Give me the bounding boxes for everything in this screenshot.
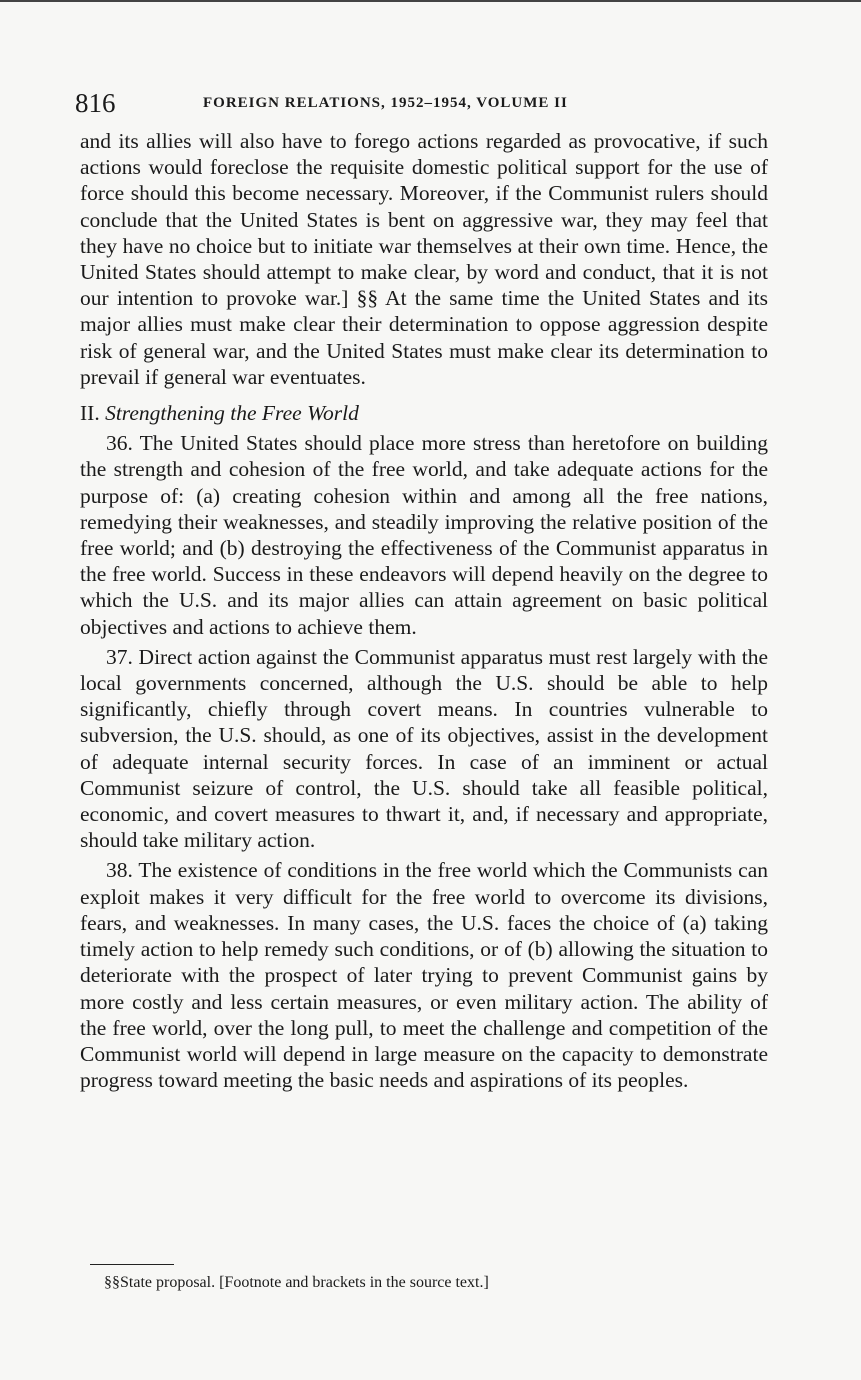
top-edge-rule bbox=[0, 0, 861, 2]
section-title: Strengthening the Free World bbox=[105, 401, 359, 426]
section-heading bbox=[80, 400, 768, 426]
page-number: 816 bbox=[75, 88, 116, 118]
footnote: §§State proposal. [Footnote and brackets in the source text.] bbox=[104, 1274, 489, 1291]
running-head: FOREIGN RELATIONS, 1952–1954, VOLUME II bbox=[203, 95, 568, 111]
paragraph-37: 37. Direct action against the Communist apparatus must rest largely with the local governments concerned, although the U.S. should be able to help significantly, chiefly through covert means. In countries vulnerable to subversion, the U.S. should, as one of its objectives, assist in the development of adequate internal security forces. In case of an imminent or actual Communist seizure of control, the U.S. should take all feasible political, economic, and covert measures to thwart it, and, if necessary and appropriate, should take military action. bbox=[80, 644, 768, 853]
paragraph-38: 38. The existence of conditions in the free world which the Communists can exploit makes it very difficult for the free world to overcome its divisions, fears, and weaknesses. In many cases, the U.S. faces the choice of (a) taking timely action to help remedy such conditions, or of (b) allowing the situation to deteriorate with the prospect of later trying to prevent Communist gains by more costly and less certain measures, or even military action. The ability of the free world, over the long pull, to meet the challenge and competition of the Communist world will depend in large measure on the capacity to demonstrate progress toward meeting the basic needs and aspirations of its peoples. bbox=[80, 858, 768, 1093]
paragraph-36: 36. The United States should place more stress than heretofore on building the strength and cohesion of the free world, and take adequate actions for the purpose of: (a) creating cohesion within and among all the free nations, remedying their weaknesses, and steadily improving the relative position of the free world; and (b) destroying the effectiveness of the Communist apparatus in the free world. Success in these endeavors will depend heavily on the degree to which the U.S. and its major allies can attain agreement on basic political objectives and actions to achieve them. bbox=[80, 431, 768, 639]
continuation-paragraph: and its allies will also have to forego actions regarded as provocative, if such actions would foreclose the requisite domestic political support for the use of force should this become necessary. Moreover, if the Communist rulers should conclude that the United States is bent on aggressive war, they may feel that they have no choice but to initiate war themselves at their own time. Hence, the United States should attempt to make clear, by word and conduct, that it is not our intention to provoke war.] §§ At the same time the United States and its major allies must make clear their determination to oppose aggression despite risk of general war, and the United States must make clear its determination to prevail if general war eventuates. bbox=[80, 129, 768, 389]
section-numeral: II. bbox=[80, 401, 100, 426]
body-text bbox=[80, 128, 768, 1097]
page-header bbox=[75, 86, 775, 120]
footnote-divider bbox=[90, 1264, 174, 1265]
